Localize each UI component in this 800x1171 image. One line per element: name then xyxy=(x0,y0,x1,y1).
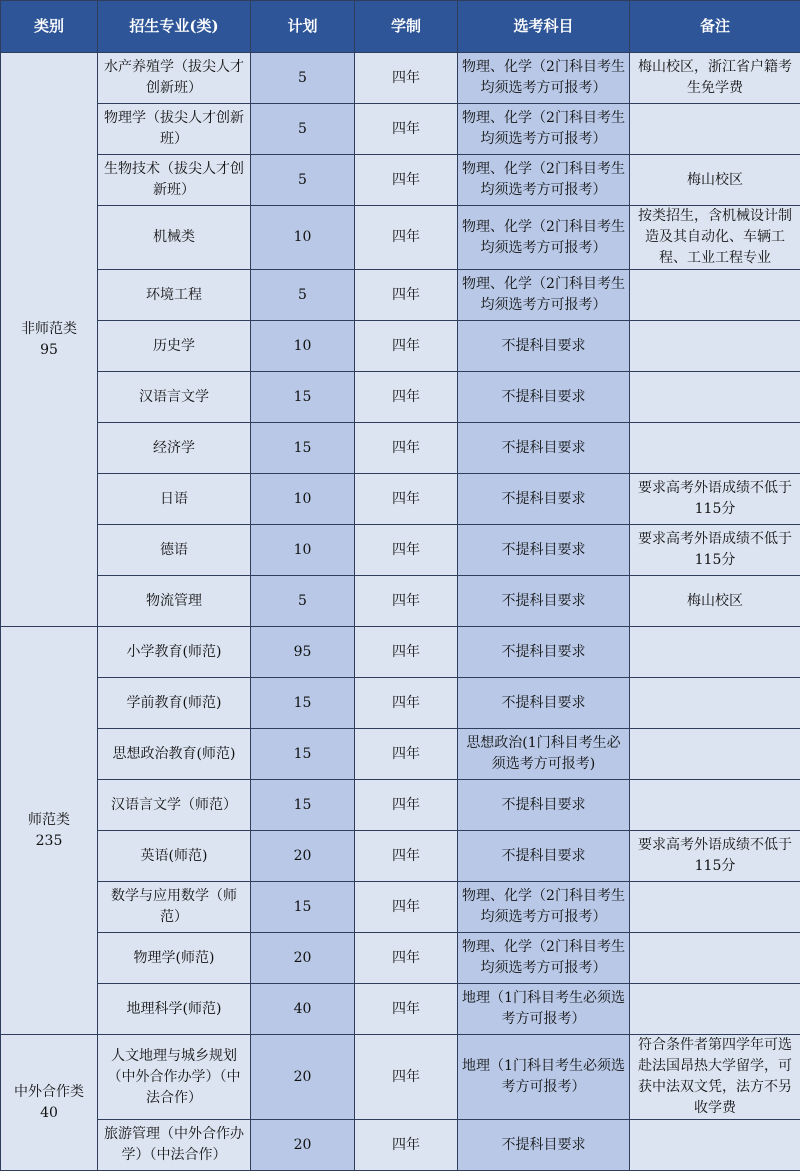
years-cell: 四年 xyxy=(355,831,458,882)
plan-cell: 5 xyxy=(251,270,355,321)
plan-cell: 5 xyxy=(251,104,355,155)
note-cell xyxy=(630,270,800,321)
subjects-cell: 地理（1门科目考生必须选考方可报考） xyxy=(458,984,630,1035)
plan-cell: 5 xyxy=(251,53,355,104)
years-cell: 四年 xyxy=(355,474,458,525)
subjects-cell: 物理、化学（2门科目考生均须选考方可报考） xyxy=(458,882,630,933)
major-cell: 旅游管理（中外合作办学）（中法合作） xyxy=(98,1120,251,1171)
header-plan: 计划 xyxy=(251,1,355,53)
note-cell: 要求高考外语成绩不低于115分 xyxy=(630,474,800,525)
table-row xyxy=(1,53,800,104)
note-cell: 梅山校区 xyxy=(630,155,800,206)
table-row xyxy=(1,321,800,372)
plan-cell: 15 xyxy=(251,780,355,831)
table-row xyxy=(1,576,800,627)
header-category: 类别 xyxy=(1,1,98,53)
table-row xyxy=(1,882,800,933)
note-cell xyxy=(630,933,800,984)
major-cell: 数学与应用数学（师范） xyxy=(98,882,251,933)
years-cell: 四年 xyxy=(355,155,458,206)
years-cell: 四年 xyxy=(355,984,458,1035)
subjects-cell: 不提科目要求 xyxy=(458,372,630,423)
note-cell: 要求高考外语成绩不低于115分 xyxy=(630,525,800,576)
plan-cell: 10 xyxy=(251,206,355,270)
major-cell: 经济学 xyxy=(98,423,251,474)
subjects-cell: 物理、化学（2门科目考生均须选考方可报考） xyxy=(458,155,630,206)
years-cell: 四年 xyxy=(355,1120,458,1171)
category-total: 95 xyxy=(40,342,58,358)
plan-cell: 20 xyxy=(251,933,355,984)
plan-cell: 5 xyxy=(251,576,355,627)
plan-cell: 10 xyxy=(251,321,355,372)
table-body xyxy=(1,53,800,1171)
years-cell: 四年 xyxy=(355,933,458,984)
years-cell: 四年 xyxy=(355,53,458,104)
plan-cell: 20 xyxy=(251,1035,355,1120)
major-cell: 地理科学(师范) xyxy=(98,984,251,1035)
plan-cell: 15 xyxy=(251,729,355,780)
plan-cell: 15 xyxy=(251,372,355,423)
subjects-cell: 思想政治(1门科目考生必须选考方可报考) xyxy=(458,729,630,780)
subjects-cell: 不提科目要求 xyxy=(458,423,630,474)
plan-cell: 5 xyxy=(251,155,355,206)
note-cell xyxy=(630,104,800,155)
subjects-cell: 不提科目要求 xyxy=(458,576,630,627)
table-row xyxy=(1,627,800,678)
table-row xyxy=(1,270,800,321)
category-cell xyxy=(1,53,98,627)
major-cell: 日语 xyxy=(98,474,251,525)
note-cell xyxy=(630,882,800,933)
header-note: 备注 xyxy=(630,1,800,53)
note-cell: 梅山校区，浙江省户籍考生免学费 xyxy=(630,53,800,104)
subjects-cell: 物理、化学（2门科目考生均须选考方可报考） xyxy=(458,104,630,155)
note-cell: 要求高考外语成绩不低于115分 xyxy=(630,831,800,882)
note-cell: 按类招生，含机械设计制造及其自动化、车辆工程、工业工程专业 xyxy=(630,206,800,270)
category-total: 235 xyxy=(36,833,63,849)
years-cell: 四年 xyxy=(355,270,458,321)
years-cell: 四年 xyxy=(355,104,458,155)
note-cell xyxy=(630,627,800,678)
plan-cell: 10 xyxy=(251,474,355,525)
subjects-cell: 物理、化学（2门科目考生均须选考方可报考） xyxy=(458,933,630,984)
years-cell: 四年 xyxy=(355,576,458,627)
plan-cell: 15 xyxy=(251,423,355,474)
note-cell xyxy=(630,321,800,372)
years-cell: 四年 xyxy=(355,678,458,729)
major-cell: 人文地理与城乡规划（中外合作办学）（中法合作） xyxy=(98,1035,251,1120)
years-cell: 四年 xyxy=(355,372,458,423)
years-cell: 四年 xyxy=(355,525,458,576)
years-cell: 四年 xyxy=(355,882,458,933)
major-cell: 环境工程 xyxy=(98,270,251,321)
table-row xyxy=(1,780,800,831)
major-cell: 物理学(师范) xyxy=(98,933,251,984)
plan-cell: 15 xyxy=(251,882,355,933)
subjects-cell: 不提科目要求 xyxy=(458,1120,630,1171)
major-cell: 汉语言文学（师范） xyxy=(98,780,251,831)
major-cell: 学前教育(师范) xyxy=(98,678,251,729)
table-row xyxy=(1,729,800,780)
subjects-cell: 不提科目要求 xyxy=(458,474,630,525)
major-cell: 机械类 xyxy=(98,206,251,270)
plan-cell: 95 xyxy=(251,627,355,678)
major-cell: 思想政治教育(师范) xyxy=(98,729,251,780)
note-cell xyxy=(630,423,800,474)
table-row xyxy=(1,984,800,1035)
note-cell xyxy=(630,678,800,729)
note-cell xyxy=(630,984,800,1035)
major-cell: 物理学（拔尖人才创新班） xyxy=(98,104,251,155)
category-cell xyxy=(1,1035,98,1171)
note-cell xyxy=(630,372,800,423)
table-row xyxy=(1,104,800,155)
subjects-cell: 不提科目要求 xyxy=(458,831,630,882)
subjects-cell: 不提科目要求 xyxy=(458,627,630,678)
years-cell: 四年 xyxy=(355,423,458,474)
plan-cell: 40 xyxy=(251,984,355,1035)
years-cell: 四年 xyxy=(355,627,458,678)
table-row xyxy=(1,474,800,525)
table-row xyxy=(1,372,800,423)
table-row xyxy=(1,1035,800,1120)
table-row xyxy=(1,423,800,474)
years-cell: 四年 xyxy=(355,729,458,780)
note-cell xyxy=(630,780,800,831)
category-cell xyxy=(1,627,98,1035)
category-label: 中外合作类 xyxy=(14,1084,84,1100)
subjects-cell: 地理（1门科目考生必须选考方可报考） xyxy=(458,1035,630,1120)
subjects-cell: 不提科目要求 xyxy=(458,525,630,576)
note-cell xyxy=(630,1120,800,1171)
header-years: 学制 xyxy=(355,1,458,53)
plan-cell: 10 xyxy=(251,525,355,576)
category-label: 师范类 xyxy=(28,812,70,828)
subjects-cell: 物理、化学（2门科目考生均须选考方可报考） xyxy=(458,270,630,321)
header-row xyxy=(1,1,800,53)
major-cell: 历史学 xyxy=(98,321,251,372)
major-cell: 水产养殖学（拔尖人才创新班） xyxy=(98,53,251,104)
table-row xyxy=(1,206,800,270)
subjects-cell: 不提科目要求 xyxy=(458,678,630,729)
table-row xyxy=(1,1120,800,1171)
years-cell: 四年 xyxy=(355,206,458,270)
subjects-cell: 不提科目要求 xyxy=(458,321,630,372)
table-row xyxy=(1,933,800,984)
subjects-cell: 物理、化学（2门科目考生均须选考方可报考） xyxy=(458,53,630,104)
major-cell: 物流管理 xyxy=(98,576,251,627)
major-cell: 汉语言文学 xyxy=(98,372,251,423)
major-cell: 生物技术（拔尖人才创新班） xyxy=(98,155,251,206)
note-cell: 梅山校区 xyxy=(630,576,800,627)
major-cell: 英语(师范) xyxy=(98,831,251,882)
table-row xyxy=(1,525,800,576)
note-cell: 符合条件者第四学年可选赴法国昂热大学留学，可获中法双文凭，法方不另收学费 xyxy=(630,1035,800,1120)
table-row xyxy=(1,155,800,206)
table-row xyxy=(1,678,800,729)
subjects-cell: 不提科目要求 xyxy=(458,780,630,831)
plan-cell: 15 xyxy=(251,678,355,729)
plan-cell: 20 xyxy=(251,1120,355,1171)
major-cell: 德语 xyxy=(98,525,251,576)
years-cell: 四年 xyxy=(355,321,458,372)
note-cell xyxy=(630,729,800,780)
header-subjects: 选考科目 xyxy=(458,1,630,53)
table-row xyxy=(1,831,800,882)
plan-cell: 20 xyxy=(251,831,355,882)
header-major: 招生专业(类) xyxy=(98,1,251,53)
years-cell: 四年 xyxy=(355,780,458,831)
subjects-cell: 物理、化学（2门科目考生均须选考方可报考） xyxy=(458,206,630,270)
category-total: 40 xyxy=(40,1105,58,1121)
major-cell: 小学教育(师范) xyxy=(98,627,251,678)
table-header xyxy=(1,1,800,53)
years-cell: 四年 xyxy=(355,1035,458,1120)
category-label: 非师范类 xyxy=(21,321,77,337)
